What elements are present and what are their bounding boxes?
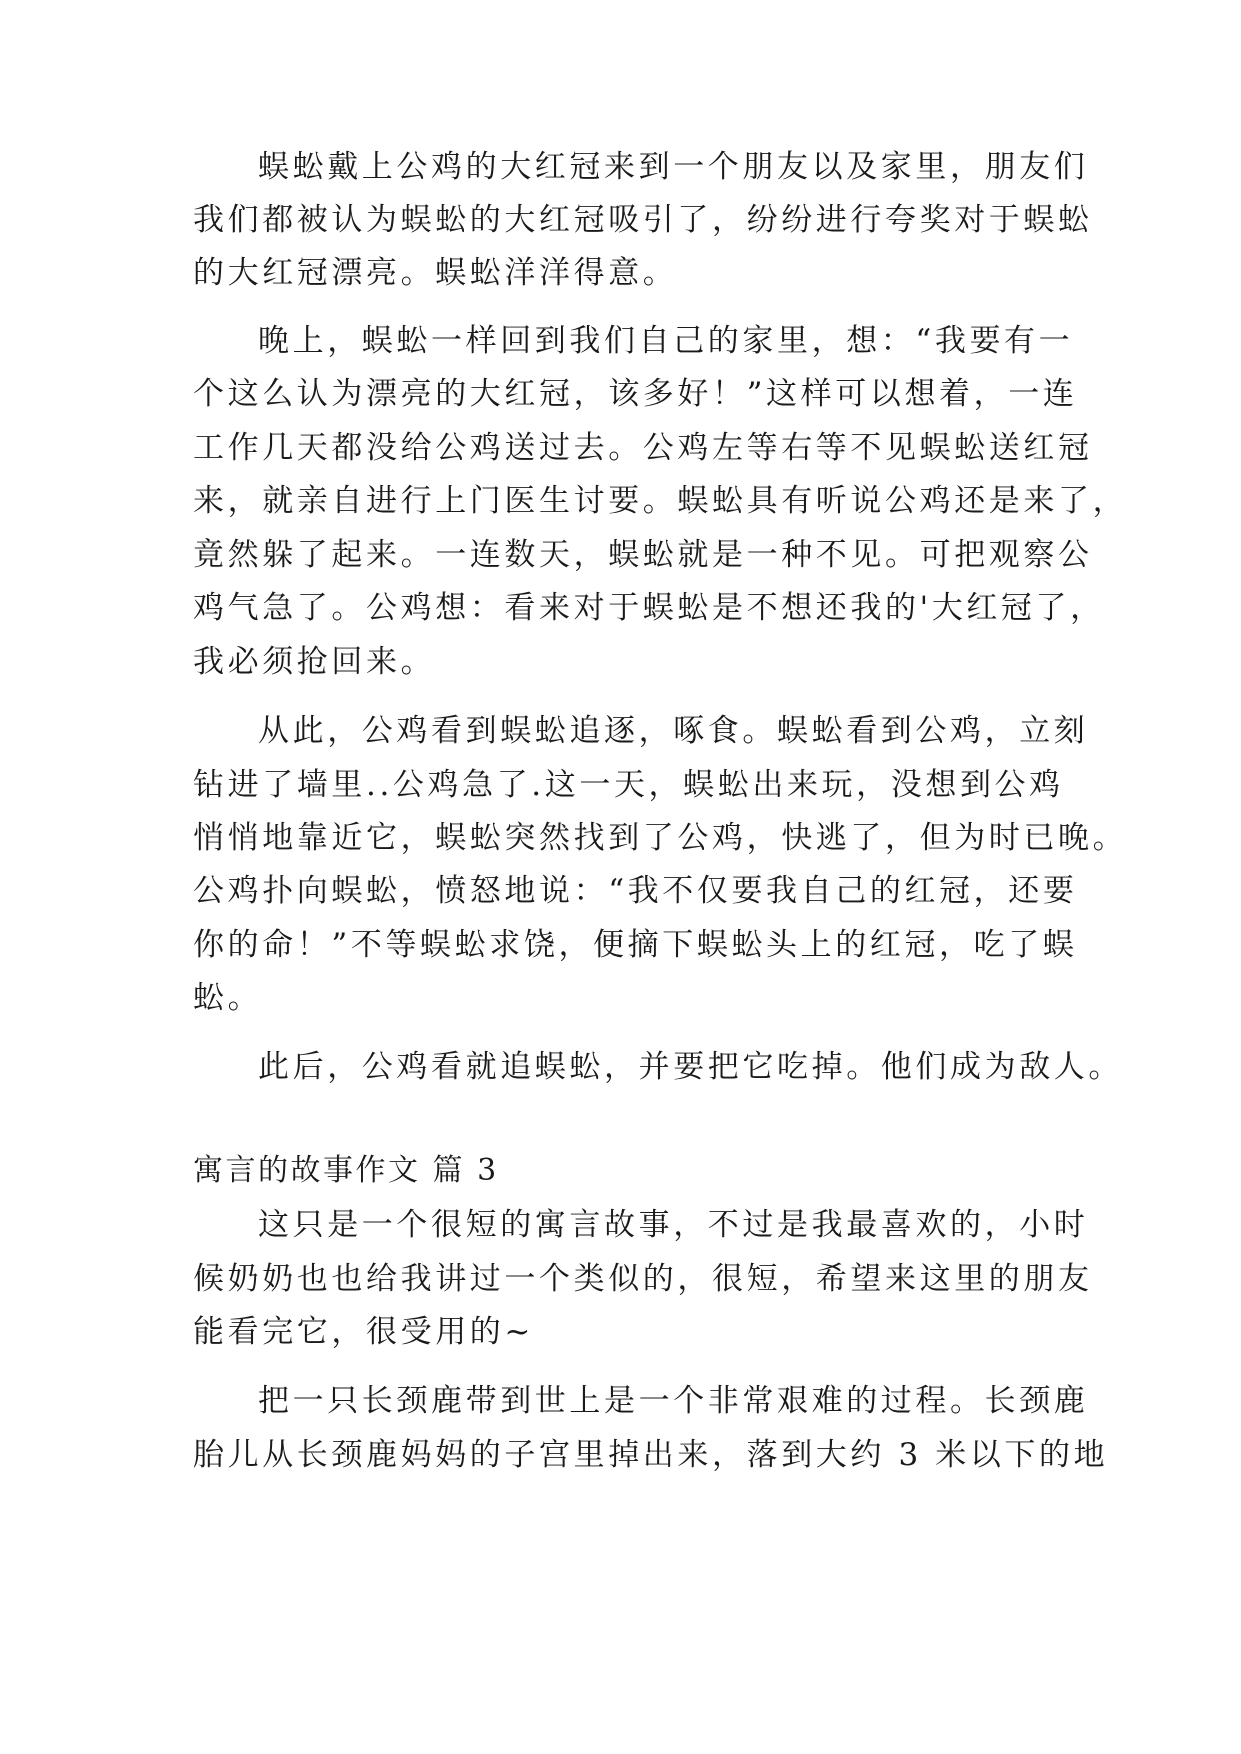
paragraph-3-line-1: 从此，公鸡看到蜈蚣追逐，啄食。蜈蚣看到公鸡，立刻	[258, 713, 1089, 749]
paragraph-2-line-1: 晚上，蜈蚣一样回到我们自己的家里，想：“我要有一	[258, 323, 1074, 359]
paragraph-1-line-1: 蜈蚣戴上公鸡的大红冠来到一个朋友以及家里，朋友们	[258, 149, 1089, 185]
paragraph-3-line-6: 蚣。	[193, 980, 263, 1016]
paragraph-3-line-3: 悄悄地靠近它，蜈蚣突然找到了公鸡，快逃了，但为时已晚。	[193, 820, 1128, 856]
paragraph-1-line-3: 的大红冠漂亮。蜈蚣洋洋得意。	[193, 255, 678, 291]
paragraph-2-line-4: 来，就亲自进行上门医生讨要。蜈蚣具有听说公鸡还是来了，	[193, 483, 1128, 519]
paragraph-4-line-1: 此后，公鸡看就追蜈蚣，并要把它吃掉。他们成为敌人。	[258, 1049, 1123, 1085]
paragraph-3-line-5: 你的命！”不等蜈蚣求饶，便摘下蜈蚣头上的红冠，吃了蜈	[193, 927, 1078, 963]
paragraph-2-line-2: 个这么认为漂亮的大红冠，该多好！”这样可以想着，一连	[193, 376, 1078, 412]
section-heading: 寓言的故事作文 篇 3	[193, 1153, 499, 1188]
paragraph-5-line-1: 这只是一个很短的寓言故事，不过是我最喜欢的，小时	[258, 1207, 1089, 1243]
paragraph-2-line-7: 我必须抢回来。	[193, 644, 436, 680]
paragraph-2-line-5: 竟然躲了起来。一连数天，蜈蚣就是一种不见。可把观察公	[193, 537, 1093, 573]
paragraph-6-line-2: 胎儿从长颈鹿妈妈的子宫里掉出来，落到大约 3 米以下的地	[193, 1437, 1109, 1473]
paragraph-3-line-4: 公鸡扑向蜈蚣，愤怒地说：“我不仅要我自己的红冠，还要	[193, 873, 1078, 909]
paragraph-3-line-2: 钻进了墙里..公鸡急了.这一天，蜈蚣出来玩，没想到公鸡	[193, 767, 1064, 803]
paragraph-5-line-3: 能看完它，很受用的~	[193, 1314, 534, 1350]
paragraph-2-line-3: 工作几天都没给公鸡送过去。公鸡左等右等不见蜈蚣送红冠	[193, 430, 1093, 466]
paragraph-5-line-2: 候奶奶也也给我讲过一个类似的，很短，希望来这里的朋友	[193, 1261, 1093, 1297]
paragraph-6-line-1: 把一只长颈鹿带到世上是一个非常艰难的过程。长颈鹿	[258, 1383, 1089, 1419]
paragraph-2-line-6: 鸡气急了。公鸡想：看来对于蜈蚣是不想还我的'大红冠了，	[193, 590, 1105, 626]
paragraph-1-line-2: 我们都被认为蜈蚣的大红冠吸引了，纷纷进行夸奖对于蜈蚣	[193, 202, 1093, 238]
